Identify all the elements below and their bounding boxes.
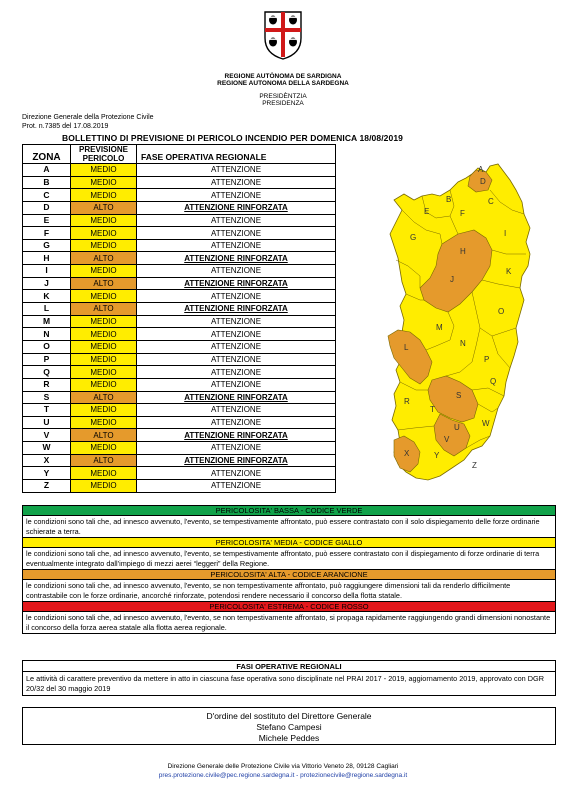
map-zone-label: C xyxy=(488,197,494,206)
footer-emails xyxy=(0,771,566,780)
zone-operational-phase: ATTENZIONE xyxy=(137,290,336,303)
zone-risk-level: MEDIO xyxy=(71,214,137,227)
zone-operational-phase: ATTENZIONE RINFORZATA xyxy=(137,429,336,442)
risk-legend xyxy=(22,505,556,634)
zone-operational-phase: ATTENZIONE xyxy=(137,214,336,227)
legend-title-estrema: PERICOLOSITA' ESTREMA - CODICE ROSSO xyxy=(23,602,555,612)
map-zone-label: X xyxy=(404,449,410,458)
map-zone-label: L xyxy=(404,343,409,352)
zone-id: J xyxy=(23,277,71,290)
column-header-previsione xyxy=(71,145,137,164)
zone-row xyxy=(23,429,336,442)
map-zone-label: W xyxy=(482,419,490,428)
legend-text-media: le condizioni sono tali che, ad innesco avvenuto, l'evento, se tempestivamente affrontato, può essere contrastato con il dispiegamento di forze ordinarie di terra eventualmente integrato dall'impiego di mezzi aerei “leggeri” della Regione. xyxy=(23,548,555,570)
zone-row xyxy=(23,378,336,391)
zone-operational-phase: ATTENZIONE xyxy=(137,239,336,252)
zone-operational-phase: ATTENZIONE xyxy=(137,164,336,177)
zone-row xyxy=(23,340,336,353)
zone-operational-phase: ATTENZIONE xyxy=(137,265,336,278)
region-name-italian: REGIONE AUTONOMA DELLA SARDEGNA xyxy=(217,80,349,87)
zone-row xyxy=(23,454,336,467)
zone-id: B xyxy=(23,176,71,189)
column-header-previsione-line2: PERICOLO xyxy=(82,154,125,163)
sardinia-crest-icon xyxy=(263,8,303,60)
zone-risk-level: MEDIO xyxy=(71,227,137,240)
zone-operational-phase: ATTENZIONE xyxy=(137,340,336,353)
zone-row xyxy=(23,214,336,227)
zone-operational-phase: ATTENZIONE xyxy=(137,227,336,240)
zone-risk-level: ALTO xyxy=(71,277,137,290)
phases-text: Le attività di carattere preventivo da mettere in atto in ciascuna fase operativa sono disciplinate nel PRAI 2017 - 2019, aggiornamento 2019, approvato con DGR 20/32 del 30 maggio 2019 xyxy=(26,674,544,693)
region-name-sardinian: REGIONE AUTÒNOMA DE SARDIGNA xyxy=(224,73,342,80)
zone-risk-level: MEDIO xyxy=(71,366,137,379)
zone-id: I xyxy=(23,265,71,278)
zone-risk-level: MEDIO xyxy=(71,189,137,202)
zone-operational-phase: ATTENZIONE RINFORZATA xyxy=(137,252,336,265)
map-zone-label: B xyxy=(446,195,452,204)
zone-row xyxy=(23,164,336,177)
zone-id: G xyxy=(23,239,71,252)
map-zone-label: U xyxy=(454,423,460,432)
legend-title-alta: PERICOLOSITA' ALTA - CODICE ARANCIONE xyxy=(23,570,555,580)
zone-operational-phase: ATTENZIONE xyxy=(137,378,336,391)
column-header-fase: FASE OPERATIVA REGIONALE xyxy=(137,145,336,164)
zone-row xyxy=(23,227,336,240)
zone-operational-phase: ATTENZIONE xyxy=(137,189,336,202)
page-footer xyxy=(0,762,566,780)
map-zone-label: P xyxy=(484,355,490,364)
sardinia-risk-map xyxy=(380,150,550,502)
zone-risk-level: MEDIO xyxy=(71,265,137,278)
zone-id: A xyxy=(23,164,71,177)
map-zone-label: S xyxy=(456,391,462,400)
zone-id: Z xyxy=(23,480,71,493)
zone-operational-phase: ATTENZIONE xyxy=(137,467,336,480)
zone-risk-level: ALTO xyxy=(71,303,137,316)
zone-risk-level: MEDIO xyxy=(71,353,137,366)
column-header-previsione-line1: PREVISIONE xyxy=(79,145,128,154)
signature-line-3: Michele Peddes xyxy=(258,733,320,743)
legend-title-media: PERICOLOSITA' MEDIA - CODICE GIALLO xyxy=(23,538,555,548)
zone-risk-level: MEDIO xyxy=(71,480,137,493)
footer-email-links[interactable]: pres.protezione.civile@pec.regione.sardegna.it - protezionecivile@regione.sardegna.it xyxy=(158,772,408,779)
zone-row xyxy=(23,480,336,493)
legend-text-alta: le condizioni sono tali che, ad innesco avvenuto, l'evento, se non tempestivamente affrontato, può raggiungere dimensioni tali da renderlo difficilmente contrastabile con le forze ordinarie, ancorché rinforzate, potendosi rendere necessario il concorso della flotta statale. xyxy=(23,580,555,602)
signature-line-2: Stefano Campesi xyxy=(256,722,322,732)
zone-risk-level: MEDIO xyxy=(71,328,137,341)
zone-row xyxy=(23,239,336,252)
directorate-info xyxy=(22,113,154,131)
office-italian: PRESIDENZA xyxy=(262,100,304,107)
zone-risk-level: MEDIO xyxy=(71,467,137,480)
zone-id: E xyxy=(23,214,71,227)
zone-operational-phase: ATTENZIONE xyxy=(137,442,336,455)
zone-row xyxy=(23,277,336,290)
directorate-name: Direzione Generale della Protezione Civile xyxy=(22,114,154,121)
zone-id: W xyxy=(23,442,71,455)
zone-id: L xyxy=(23,303,71,316)
zone-row xyxy=(23,404,336,417)
zone-id: M xyxy=(23,315,71,328)
zone-id: H xyxy=(23,252,71,265)
zone-row xyxy=(23,442,336,455)
map-zone-label: N xyxy=(460,339,466,348)
map-zone-label: Q xyxy=(490,377,497,386)
map-zone-label: R xyxy=(404,397,410,406)
zone-row xyxy=(23,315,336,328)
legend-text-bassa: le condizioni sono tali che, ad innesco avvenuto, l'evento, se tempestivamente affrontato, può essere contrastato con il solo dispiegamento delle forze ordinarie schierate a terra. xyxy=(23,516,555,538)
zone-id: D xyxy=(23,201,71,214)
zone-forecast-table xyxy=(22,144,336,493)
map-zone-label: D xyxy=(480,177,486,186)
zone-risk-level: MEDIO xyxy=(71,416,137,429)
zone-row xyxy=(23,189,336,202)
letterhead xyxy=(0,8,566,107)
zone-row xyxy=(23,290,336,303)
zone-id: V xyxy=(23,429,71,442)
zone-risk-level: MEDIO xyxy=(71,164,137,177)
column-header-zona: ZONA xyxy=(23,145,71,164)
zone-operational-phase: ATTENZIONE xyxy=(137,416,336,429)
zone-row xyxy=(23,265,336,278)
zone-operational-phase: ATTENZIONE RINFORZATA xyxy=(137,391,336,404)
zone-id: U xyxy=(23,416,71,429)
zone-row xyxy=(23,467,336,480)
zone-id: P xyxy=(23,353,71,366)
map-zone-label: I xyxy=(504,229,507,238)
zone-risk-level: MEDIO xyxy=(71,404,137,417)
zone-risk-level: MEDIO xyxy=(71,176,137,189)
zone-id: T xyxy=(23,404,71,417)
zone-row xyxy=(23,353,336,366)
zone-row xyxy=(23,366,336,379)
zone-risk-level: MEDIO xyxy=(71,290,137,303)
zone-risk-level: MEDIO xyxy=(71,340,137,353)
map-zone-label: V xyxy=(444,435,450,444)
zone-operational-phase: ATTENZIONE RINFORZATA xyxy=(137,454,336,467)
zone-id: O xyxy=(23,340,71,353)
zone-risk-level: ALTO xyxy=(71,391,137,404)
zone-row xyxy=(23,201,336,214)
zone-id: K xyxy=(23,290,71,303)
zone-risk-level: MEDIO xyxy=(71,378,137,391)
zone-id: S xyxy=(23,391,71,404)
zone-id: N xyxy=(23,328,71,341)
zone-row xyxy=(23,303,336,316)
map-zone-label: A xyxy=(478,165,484,174)
signature-box xyxy=(22,707,556,745)
map-zone-label: F xyxy=(460,209,465,218)
zone-row xyxy=(23,416,336,429)
zone-id: Y xyxy=(23,467,71,480)
map-zone-label: E xyxy=(424,207,430,216)
zone-row xyxy=(23,252,336,265)
zone-operational-phase: ATTENZIONE xyxy=(137,315,336,328)
bulletin-title: BOLLETTINO DI PREVISIONE DI PERICOLO INCENDIO PER DOMENICA 18/08/2019 xyxy=(62,133,403,143)
zone-risk-level: ALTO xyxy=(71,252,137,265)
zone-risk-level: ALTO xyxy=(71,429,137,442)
map-zone-label: O xyxy=(498,307,505,316)
zone-risk-level: ALTO xyxy=(71,201,137,214)
zone-risk-level: MEDIO xyxy=(71,239,137,252)
zone-id: X xyxy=(23,454,71,467)
map-zone-label: T xyxy=(430,405,435,414)
zone-id: F xyxy=(23,227,71,240)
zone-operational-phase: ATTENZIONE RINFORZATA xyxy=(137,303,336,316)
legend-title-bassa: PERICOLOSITA' BASSA - CODICE VERDE xyxy=(23,506,555,516)
zone-operational-phase: ATTENZIONE xyxy=(137,404,336,417)
map-zone-label: K xyxy=(506,267,512,276)
map-zone-label: Z xyxy=(472,461,477,470)
zone-row xyxy=(23,176,336,189)
map-zone-label: M xyxy=(436,323,443,332)
zone-id: Q xyxy=(23,366,71,379)
legend-text-estrema: le condizioni sono tali che, ad innesco avvenuto, l'evento, se non tempestivamente affrontato, si propaga rapidamente raggiungendo grandi dimensioni nonostante il concorso della forza aerea statale alla flotta aerea regionale. xyxy=(26,613,551,632)
zone-risk-level: MEDIO xyxy=(71,315,137,328)
zone-operational-phase: ATTENZIONE xyxy=(137,480,336,493)
protocol-number: Prot. n.7385 del 17.08.2019 xyxy=(22,123,109,130)
footer-address: Direzione Generale delle Protezione Civile via Vittorio Veneto 28, 09128 Cagliari xyxy=(167,763,399,770)
map-zone-label: Y xyxy=(434,451,440,460)
zone-operational-phase: ATTENZIONE RINFORZATA xyxy=(137,201,336,214)
phases-title: FASI OPERATIVE REGIONALI xyxy=(23,661,555,672)
zone-risk-level: MEDIO xyxy=(71,442,137,455)
map-zone-label: J xyxy=(450,275,454,284)
signature-line-1: D'ordine del sostituto del Direttore Generale xyxy=(206,711,372,721)
office-sardinian: PRESIDÈNTZIA xyxy=(259,93,307,100)
zone-operational-phase: ATTENZIONE xyxy=(137,176,336,189)
zone-id: R xyxy=(23,378,71,391)
map-zone-label: G xyxy=(410,233,417,242)
zone-operational-phase: ATTENZIONE xyxy=(137,366,336,379)
zone-operational-phase: ATTENZIONE RINFORZATA xyxy=(137,277,336,290)
zone-id: C xyxy=(23,189,71,202)
map-zone-label: H xyxy=(460,247,466,256)
zone-operational-phase: ATTENZIONE xyxy=(137,328,336,341)
zone-row xyxy=(23,328,336,341)
zone-risk-level: ALTO xyxy=(71,454,137,467)
zone-operational-phase: ATTENZIONE xyxy=(137,353,336,366)
operational-phases-box xyxy=(22,660,556,696)
zone-row xyxy=(23,391,336,404)
